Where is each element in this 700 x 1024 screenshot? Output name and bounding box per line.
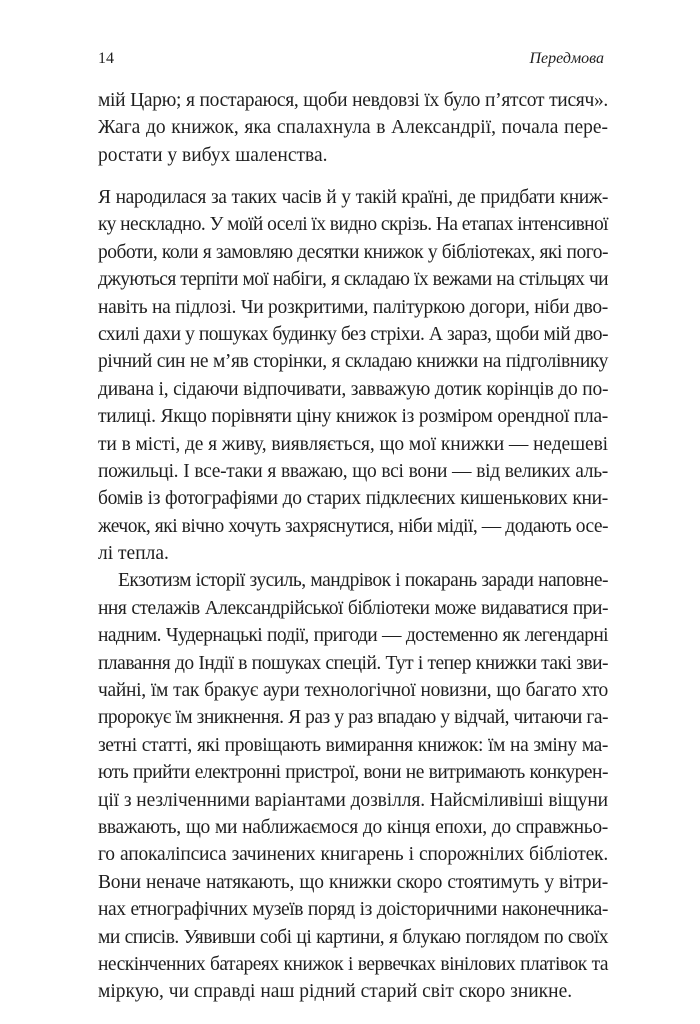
text-line: мій Царю; я постараюся, щоби невдовзі їх було п’ятсот тисяч». bbox=[98, 90, 608, 111]
text-line: Я народилася за таких часів й у такій країні, де придбати книж- bbox=[98, 187, 608, 208]
text-line: лі тепла. bbox=[98, 543, 169, 565]
text-line: роботи, коли я замовляю десятки книжок у бібліотеках, які пого- bbox=[98, 241, 608, 263]
text-line: Екзотизм історії зусиль, мандрівок і покарань заради наповне- bbox=[118, 570, 608, 592]
text-line: зетні статті, які провіщають вимирання книжок: їм на зміну ма- bbox=[98, 734, 608, 756]
text-line: бомів із фотографіями до старих підклеєних кишенькових кни- bbox=[98, 488, 608, 510]
section-title: Передмова bbox=[529, 50, 604, 67]
text-line: чайні, їм так бракує аури технологічної новизни, що багато хто bbox=[98, 680, 608, 702]
text-line: плавання до Індії в пошуках спецій. Тут і тепер книжки такі зви- bbox=[98, 652, 608, 674]
paragraph-continuation bbox=[98, 87, 608, 169]
text-line: вважають, що ми наближаємося до кінця епохи, до справжньо- bbox=[98, 816, 608, 838]
running-head bbox=[98, 50, 604, 74]
text-line: ти в місті, де я живу, виявляється, що мої книжки — недешеві bbox=[98, 433, 608, 455]
text-line: ростати у вибух шаленства. bbox=[98, 144, 328, 166]
text-line: тилиці. Якщо порівняти ціну книжок із розміром орендної пла- bbox=[98, 406, 608, 428]
page-number: 14 bbox=[98, 50, 114, 67]
text-line: пожильці. І все-таки я вважаю, що всі вони — від великих аль- bbox=[98, 460, 608, 482]
text-line: ку нескладно. У моїй оселі їх видно скрізь. На етапах інтенсивної bbox=[98, 214, 608, 236]
text-line: жечок, які вічно хочуть захряснутися, ніби мідії, — додають осе- bbox=[98, 515, 608, 537]
text-line: нах етнографічних музеїв поряд із доісторичними наконечника- bbox=[98, 899, 608, 921]
text-line: нескінченних батареях книжок і вервечках вінілових платівок та bbox=[98, 953, 608, 975]
text-line: Жага до книжок, яка спалахнула в Александрії, почала пере- bbox=[98, 117, 608, 139]
text-line: схилі дахи у пошуках будинку без стріхи. А зараз, щоби мій дво- bbox=[98, 323, 608, 345]
text-line: ння стелажів Александрійської бібліотеки може видаватися при- bbox=[98, 597, 608, 619]
text-line: ють прийти електронні пристрої, вони не витримають конкурен- bbox=[98, 762, 608, 784]
text-line: міркую, чи справді наш рідний старий світ скоро зникне. bbox=[98, 981, 573, 1003]
text-line: дивана і, сідаючи відпочивати, завважую дотик корінців до по- bbox=[98, 378, 609, 400]
text-line: джуються терпіти мої набіги, я складаю їх вежами на стільцях чи bbox=[98, 269, 608, 291]
text-line: пророкує їм зникнення. Я раз у раз впадаю у відчай, читаючи га- bbox=[98, 707, 608, 729]
body-text-block bbox=[98, 184, 608, 1006]
text-line: Вони неначе натякають, що книжки скоро стоятимуть у вітри- bbox=[98, 871, 608, 893]
text-line: навіть на підлозі. Чи розкритими, палітуркою догори, ніби дво- bbox=[98, 296, 608, 318]
paragraph bbox=[98, 567, 608, 1005]
text-line: ми списів. Уявивши собі ці картини, я блукаю поглядом по своїх bbox=[98, 926, 608, 948]
text-line: ції з незліченними варіантами дозвілля. Найсміливіші віщуни bbox=[98, 789, 608, 811]
paragraph bbox=[98, 184, 608, 567]
text-line: надним. Чудернацькі події, пригоди — достеменно як легендарні bbox=[98, 625, 608, 647]
text-line: річний син не м’яв сторінки, я складаю книжки на підголівнику bbox=[98, 351, 608, 373]
text-line: го апокаліпсиса зачинених книгарень і спорожнілих бібліотек. bbox=[98, 844, 608, 866]
